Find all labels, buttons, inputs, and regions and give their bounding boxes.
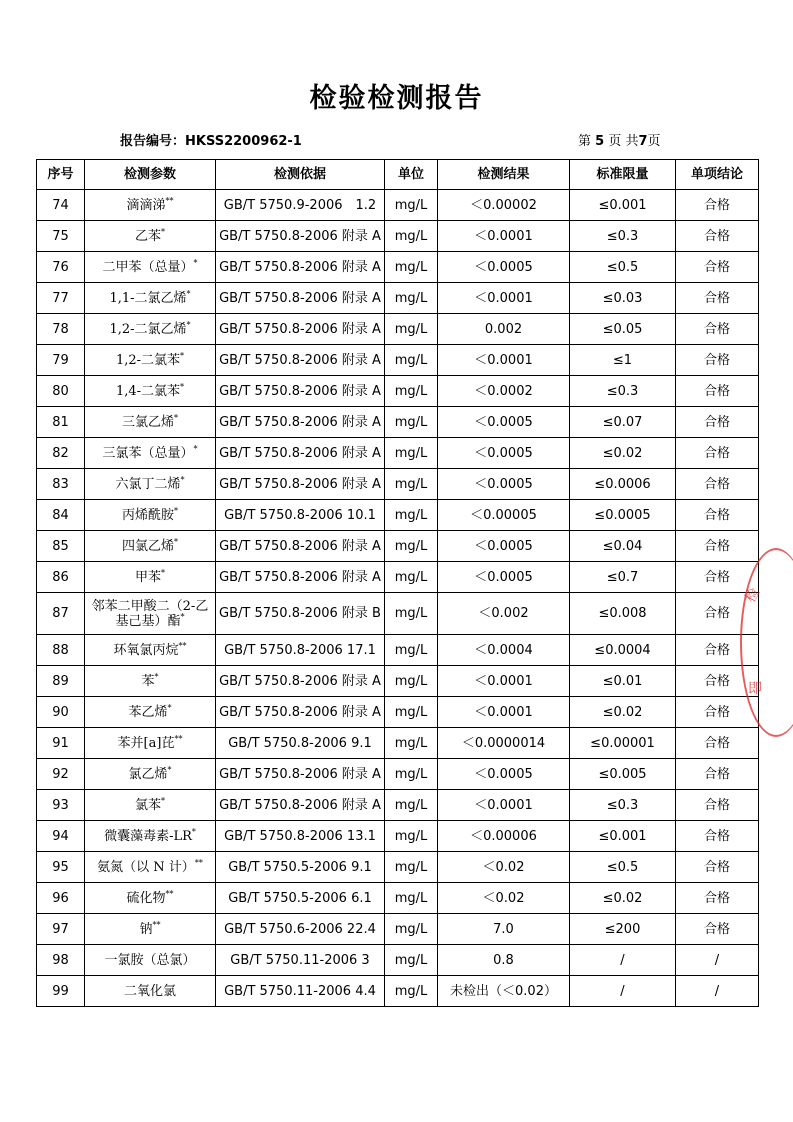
cell-unit: mg/L [385,190,438,221]
cell-unit: mg/L [385,945,438,976]
cell-conclusion: 合格 [676,790,759,821]
cell-result: ＜0.0004 [438,635,570,666]
cell-conclusion: 合格 [676,221,759,252]
cell-conclusion: 合格 [676,500,759,531]
cell-limit: ≤0.07 [570,407,676,438]
param-mark: ** [178,641,187,651]
cell-no: 85 [37,531,85,562]
cell-no: 81 [37,407,85,438]
table-row [37,252,759,283]
table-row [37,314,759,345]
cell-conclusion: 合格 [676,883,759,914]
cell-limit: ≤0.0004 [570,635,676,666]
param-name: 微囊藻毒素-LR [104,828,192,844]
cell-no: 97 [37,914,85,945]
cell-basis: GB/T 5750.6-2006 22.4 [216,914,385,945]
cell-conclusion: / [676,945,759,976]
param-mark: * [193,444,198,454]
table-row [37,407,759,438]
table-row [37,976,759,1007]
table-row [37,562,759,593]
cell-param [85,697,216,728]
param-name: 邻苯二甲酸二（2-乙基己基）酯 [91,598,209,629]
cell-basis: GB/T 5750.8-2006 附录 A [216,666,385,697]
page-middle: 页 共 [608,134,639,149]
cell-conclusion: 合格 [676,190,759,221]
header-cell: 单项结论 [676,160,759,190]
cell-result: ＜0.0005 [438,759,570,790]
cell-basis: GB/T 5750.11-2006 4.4 [216,976,385,1007]
cell-unit: mg/L [385,345,438,376]
cell-conclusion: 合格 [676,283,759,314]
param-mark: ** [152,920,161,930]
cell-limit: ≤0.3 [570,221,676,252]
cell-basis: GB/T 5750.8-2006 附录 A [216,252,385,283]
cell-unit: mg/L [385,376,438,407]
cell-param [85,635,216,666]
cell-no: 84 [37,500,85,531]
cell-unit: mg/L [385,666,438,697]
param-name: 1,1-二氯乙烯 [109,290,187,306]
cell-result: ＜0.0005 [438,252,570,283]
cell-unit: mg/L [385,469,438,500]
cell-basis: GB/T 5750.8-2006 附录 A [216,697,385,728]
cell-param [85,252,216,283]
cell-unit: mg/L [385,407,438,438]
param-mark: * [161,568,165,578]
cell-basis: GB/T 5750.5-2006 6.1 [216,883,385,914]
cell-conclusion: 合格 [676,593,759,635]
table-row [37,376,759,407]
param-mark: * [154,672,159,682]
cell-param [85,945,216,976]
cell-unit: mg/L [385,283,438,314]
cell-no: 87 [37,593,85,635]
cell-param [85,500,216,531]
param-mark: * [180,612,185,622]
cell-no: 83 [37,469,85,500]
param-name: 四氯乙烯 [121,538,174,554]
cell-basis: GB/T 5750.8-2006 附录 A [216,790,385,821]
table-row [37,469,759,500]
cell-conclusion: 合格 [676,531,759,562]
param-mark: * [174,413,178,423]
cell-basis: GB/T 5750.8-2006 附录 A [216,314,385,345]
cell-no: 75 [37,221,85,252]
param-name: 环氧氯丙烷 [113,642,179,658]
cell-basis: GB/T 5750.8-2006 附录 A [216,283,385,314]
cell-result: 7.0 [438,914,570,945]
param-mark: * [167,765,172,775]
cell-result: ＜0.0005 [438,562,570,593]
table-row [37,914,759,945]
cell-unit: mg/L [385,728,438,759]
page-total: 7 [638,134,648,149]
cell-param [85,790,216,821]
cell-basis: GB/T 5750.8-2006 9.1 [216,728,385,759]
param-name: 二氧化氯 [123,983,176,999]
page-suffix: 页 [647,134,661,149]
cell-result: 0.002 [438,314,570,345]
cell-limit: ≤0.7 [570,562,676,593]
param-name: 三氯乙烯 [121,414,174,430]
table-row [37,190,759,221]
param-mark: ** [194,858,203,868]
cell-no: 82 [37,438,85,469]
table-row [37,697,759,728]
param-mark: * [174,506,178,516]
cell-conclusion: 合格 [676,469,759,500]
cell-unit: mg/L [385,759,438,790]
report-title: 检验检测报告 [309,83,484,114]
cell-param [85,759,216,790]
cell-conclusion: / [676,976,759,1007]
cell-basis: GB/T 5750.8-2006 13.1 [216,821,385,852]
cell-result: ＜0.0005 [438,407,570,438]
cell-conclusion: 合格 [676,635,759,666]
cell-unit: mg/L [385,697,438,728]
cell-limit: ≤0.00001 [570,728,676,759]
cell-param [85,914,216,945]
param-name: 苯并[a]芘 [117,735,175,751]
cell-unit: mg/L [385,314,438,345]
cell-conclusion: 合格 [676,666,759,697]
param-name: 苯 [141,673,155,689]
param-name: 三氯苯（总量） [102,445,194,461]
cell-param [85,314,216,345]
page-indicator [578,130,661,149]
param-name: 二甲苯（总量） [102,259,194,275]
param-name: 六氯丁二烯 [115,476,181,492]
cell-unit: mg/L [385,914,438,945]
cell-no: 74 [37,190,85,221]
cell-basis: GB/T 5750.11-2006 3 [216,945,385,976]
param-name: 氯苯 [134,797,161,813]
cell-limit: ≤0.001 [570,821,676,852]
cell-result: ＜0.0001 [438,345,570,376]
cell-result: 未检出（＜0.02） [438,976,570,1007]
page-prefix: 第 [578,134,592,149]
table-row [37,790,759,821]
cell-result: ＜0.0000014 [438,728,570,759]
param-name: 滴滴涕 [126,197,166,213]
cell-limit: ≤0.3 [570,376,676,407]
cell-param [85,283,216,314]
param-name: 甲苯 [134,569,161,585]
cell-param [85,345,216,376]
param-name: 1,4-二氯苯 [115,383,181,399]
table-row [37,945,759,976]
cell-param [85,883,216,914]
cell-result: ＜0.00002 [438,190,570,221]
cell-basis: GB/T 5750.8-2006 附录 A [216,562,385,593]
cell-conclusion: 合格 [676,376,759,407]
table-row [37,438,759,469]
cell-no: 91 [37,728,85,759]
cell-result: ＜0.0005 [438,469,570,500]
cell-no: 93 [37,790,85,821]
param-name: 一氯胺（总氯） [104,952,196,968]
param-mark: * [180,382,185,392]
cell-basis: GB/T 5750.8-2006 附录 A [216,407,385,438]
cell-param [85,593,216,635]
param-name: 乙苯 [134,228,161,244]
cell-limit: ≤200 [570,914,676,945]
cell-basis: GB/T 5750.8-2006 附录 A [216,345,385,376]
cell-limit: ≤0.02 [570,438,676,469]
report-number: 报告编号：HKSS2200962-1 [120,134,302,149]
cell-conclusion: 合格 [676,407,759,438]
param-mark: * [191,827,196,837]
cell-no: 86 [37,562,85,593]
cell-limit: ≤0.0006 [570,469,676,500]
cell-limit: ≤0.0005 [570,500,676,531]
cell-limit: / [570,976,676,1007]
param-mark: * [186,320,191,330]
cell-conclusion: 合格 [676,697,759,728]
header-cell: 检测依据 [216,160,385,190]
cell-unit: mg/L [385,821,438,852]
cell-no: 78 [37,314,85,345]
cell-limit: ≤0.04 [570,531,676,562]
cell-unit: mg/L [385,593,438,635]
cell-param [85,376,216,407]
param-mark: * [180,351,185,361]
cell-conclusion: 合格 [676,821,759,852]
table-row [37,635,759,666]
cell-basis: GB/T 5750.8-2006 附录 A [216,759,385,790]
cell-param [85,531,216,562]
cell-param [85,821,216,852]
cell-unit: mg/L [385,883,438,914]
table-row [37,531,759,562]
cell-result: ＜0.02 [438,883,570,914]
cell-limit: ≤0.01 [570,666,676,697]
cell-result: ＜0.00006 [438,821,570,852]
cell-limit: ≤0.008 [570,593,676,635]
table-row [37,283,759,314]
table-row [37,852,759,883]
cell-no: 77 [37,283,85,314]
cell-basis: GB/T 5750.8-2006 附录 A [216,469,385,500]
table-row [37,500,759,531]
cell-unit: mg/L [385,252,438,283]
cell-unit: mg/L [385,438,438,469]
cell-result: 0.8 [438,945,570,976]
cell-basis: GB/T 5750.8-2006 附录 A [216,221,385,252]
table-row [37,221,759,252]
cell-no: 92 [37,759,85,790]
cell-param [85,190,216,221]
cell-limit: ≤0.02 [570,883,676,914]
cell-conclusion: 合格 [676,728,759,759]
cell-unit: mg/L [385,500,438,531]
cell-result: ＜0.0001 [438,283,570,314]
cell-unit: mg/L [385,852,438,883]
param-name: 苯乙烯 [128,704,168,720]
cell-no: 95 [37,852,85,883]
header-cell: 检测参数 [85,160,216,190]
cell-unit: mg/L [385,221,438,252]
cell-basis: GB/T 5750.8-2006 附录 A [216,438,385,469]
param-mark: ** [165,889,174,899]
header-cell: 检测结果 [438,160,570,190]
param-name: 1,2-二氯乙烯 [109,321,187,337]
cell-limit: ≤0.5 [570,852,676,883]
cell-no: 76 [37,252,85,283]
table-row [37,728,759,759]
param-name: 硫化物 [126,890,166,906]
cell-param [85,562,216,593]
cell-basis: GB/T 5750.5-2006 9.1 [216,852,385,883]
param-mark: * [167,703,172,713]
header-cell: 标准限量 [570,160,676,190]
header-cell: 序号 [37,160,85,190]
cell-limit: ≤0.02 [570,697,676,728]
cell-param [85,976,216,1007]
cell-limit: ≤0.5 [570,252,676,283]
table-row [37,759,759,790]
param-name: 1,2-二氯苯 [115,352,181,368]
cell-result: ＜0.0001 [438,221,570,252]
cell-result: ＜0.0005 [438,438,570,469]
cell-no: 94 [37,821,85,852]
param-name: 氨氮（以 N 计） [97,859,195,875]
param-mark: * [161,227,165,237]
cell-result: ＜0.00005 [438,500,570,531]
cell-limit: ≤0.001 [570,190,676,221]
cell-param [85,438,216,469]
cell-basis: GB/T 5750.8-2006 附录 B [216,593,385,635]
cell-conclusion: 合格 [676,759,759,790]
cell-conclusion: 合格 [676,914,759,945]
param-mark: ** [165,196,174,206]
cell-result: ＜0.0001 [438,790,570,821]
cell-unit: mg/L [385,790,438,821]
param-mark: * [174,537,178,547]
cell-limit: ≤1 [570,345,676,376]
cell-result: ＜0.0001 [438,666,570,697]
cell-basis: GB/T 5750.9-2006 1.2 [216,190,385,221]
cell-basis: GB/T 5750.8-2006 10.1 [216,500,385,531]
cell-no: 80 [37,376,85,407]
cell-no: 90 [37,697,85,728]
param-name: 钠 [139,921,153,937]
table-row [37,883,759,914]
table-header-row [37,160,759,190]
table-row [37,345,759,376]
cell-limit: ≤0.005 [570,759,676,790]
cell-unit: mg/L [385,562,438,593]
cell-unit: mg/L [385,531,438,562]
cell-param [85,469,216,500]
header-cell: 单位 [385,160,438,190]
cell-result: ＜0.002 [438,593,570,635]
param-mark: * [180,475,185,485]
results-table [36,159,759,1007]
page-current: 5 [595,134,605,149]
cell-limit: / [570,945,676,976]
cell-conclusion: 合格 [676,562,759,593]
cell-param [85,852,216,883]
param-name: 丙烯酰胺 [121,507,174,523]
table-row [37,821,759,852]
cell-limit: ≤0.3 [570,790,676,821]
cell-conclusion: 合格 [676,438,759,469]
cell-unit: mg/L [385,976,438,1007]
param-mark: * [186,289,191,299]
cell-limit: ≤0.03 [570,283,676,314]
stamp-glyph: 检 [742,585,764,606]
param-mark: * [193,258,198,268]
cell-no: 98 [37,945,85,976]
cell-no: 88 [37,635,85,666]
cell-no: 99 [37,976,85,1007]
table-row [37,666,759,697]
cell-param [85,407,216,438]
cell-no: 89 [37,666,85,697]
cell-param [85,221,216,252]
cell-limit: ≤0.05 [570,314,676,345]
param-mark: ** [174,734,183,744]
cell-conclusion: 合格 [676,314,759,345]
table-row [37,593,759,635]
cell-result: ＜0.0002 [438,376,570,407]
cell-basis: GB/T 5750.8-2006 附录 A [216,376,385,407]
param-mark: * [161,796,165,806]
cell-result: ＜0.0005 [438,531,570,562]
cell-basis: GB/T 5750.8-2006 17.1 [216,635,385,666]
cell-param [85,728,216,759]
cell-result: ＜0.0001 [438,697,570,728]
cell-result: ＜0.02 [438,852,570,883]
param-name: 氯乙烯 [128,766,168,782]
cell-conclusion: 合格 [676,852,759,883]
stamp-glyph: 即 [748,681,762,697]
cell-no: 96 [37,883,85,914]
cell-unit: mg/L [385,635,438,666]
cell-no: 79 [37,345,85,376]
cell-basis: GB/T 5750.8-2006 附录 A [216,531,385,562]
cell-conclusion: 合格 [676,252,759,283]
cell-param [85,666,216,697]
cell-conclusion: 合格 [676,345,759,376]
